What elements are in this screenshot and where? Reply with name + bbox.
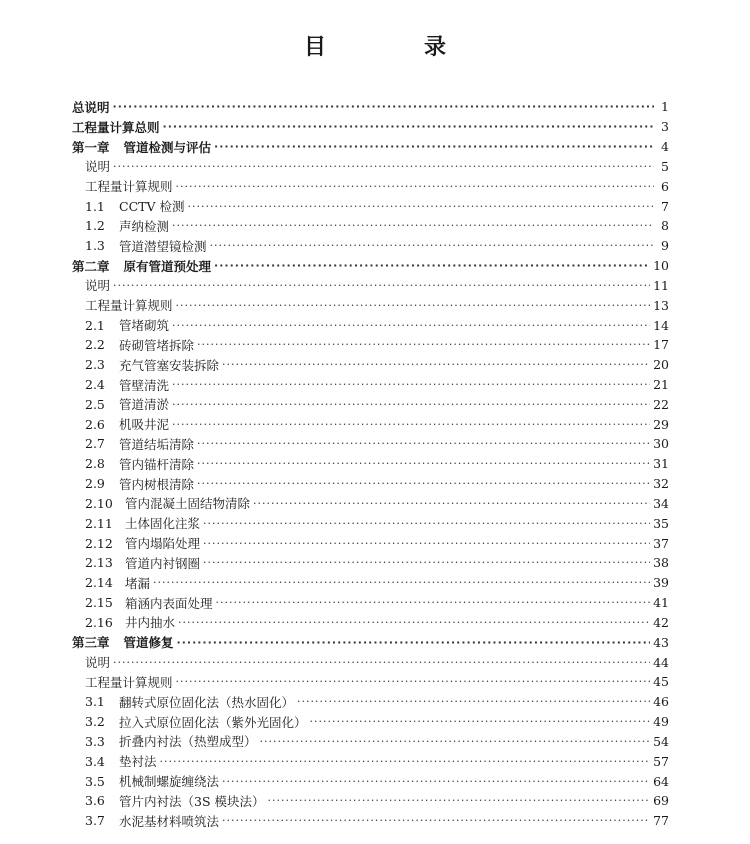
toc-entry[interactable] — [72, 553, 669, 573]
dot-leader — [177, 636, 651, 649]
toc-entry[interactable] — [72, 97, 669, 117]
toc-entry[interactable] — [72, 414, 669, 434]
toc-entry-page: 37 — [653, 535, 669, 551]
toc-entry-page: 49 — [653, 714, 669, 730]
toc-entry[interactable] — [72, 533, 669, 553]
toc-entry-number: 2.14 — [85, 575, 113, 591]
toc-entry[interactable] — [72, 474, 669, 494]
toc-entry[interactable] — [72, 216, 669, 236]
dot-leader — [210, 239, 654, 252]
toc-entry-label: 充气管塞安装拆除 — [119, 357, 220, 373]
toc-entry-label: 堵漏 — [125, 575, 151, 591]
toc-entry-number: 2.4 — [85, 377, 105, 392]
dot-leader — [160, 755, 651, 768]
toc-entry[interactable] — [72, 256, 669, 276]
toc-entry-page: 10 — [653, 258, 669, 274]
toc-entry-label: 井内抽水 — [125, 615, 176, 631]
toc-entry-label: 原有管道预处理 — [123, 258, 212, 274]
toc-entry-label: 管道内衬钢圈 — [125, 555, 201, 571]
toc-entry-number: 3.2 — [85, 714, 105, 730]
toc-entry[interactable] — [72, 394, 669, 414]
dot-leader — [260, 735, 651, 748]
toc-entry[interactable] — [72, 196, 669, 216]
toc-entry-label: 管道修复 — [123, 635, 174, 651]
dot-leader — [176, 299, 651, 312]
toc-entry[interactable] — [72, 573, 669, 593]
toc-entry-page: 64 — [653, 773, 669, 789]
toc-entry-label: 管道潜望镜检测 — [119, 238, 207, 254]
toc-entry-number: 2.3 — [85, 357, 105, 373]
toc-entry-label: 工程量计算规则 — [85, 674, 173, 690]
toc-entry-label: CCTV 检测 — [119, 199, 185, 215]
dot-leader — [197, 457, 650, 470]
toc-entry-label: 说明 — [85, 655, 111, 671]
toc-entry-label: 管内树根清除 — [119, 476, 195, 492]
dot-leader — [214, 140, 654, 153]
toc-entry-page: 30 — [653, 436, 669, 452]
toc-entry-number: 第一章 — [72, 139, 110, 155]
toc-entry-label: 管道结垢清除 — [119, 436, 195, 452]
toc-entry[interactable] — [72, 751, 669, 771]
dot-leader — [176, 675, 651, 688]
toc-entry-page: 7 — [661, 198, 669, 214]
toc-entry[interactable] — [72, 652, 669, 672]
dot-leader — [197, 437, 650, 450]
toc-entry[interactable] — [72, 434, 669, 454]
toc-entry-number: 2.10 — [85, 495, 113, 511]
toc-entry-number: 2.15 — [85, 595, 113, 611]
toc-entry[interactable] — [72, 791, 669, 811]
toc-entry[interactable] — [72, 732, 669, 752]
toc-entry-number: 2.12 — [85, 535, 113, 551]
toc-entry[interactable] — [72, 771, 669, 791]
toc-entry-page: 17 — [653, 337, 669, 353]
dot-leader — [178, 616, 650, 629]
toc-entry-label: 垫衬法 — [119, 754, 157, 770]
dot-leader — [153, 576, 650, 589]
dot-leader — [176, 180, 654, 193]
toc-entry[interactable] — [72, 355, 669, 375]
toc-entry-number: 3.1 — [85, 694, 105, 710]
toc-entry-page: 21 — [653, 377, 669, 392]
dot-leader — [113, 656, 650, 669]
toc-entry-page: 44 — [653, 654, 669, 670]
toc-entry-page: 31 — [653, 456, 669, 472]
toc-entry[interactable] — [72, 712, 669, 732]
toc-entry[interactable] — [72, 494, 669, 514]
toc-entry-number: 2.16 — [85, 614, 113, 630]
toc-entry-page: 14 — [653, 317, 669, 333]
toc-entry-page: 54 — [653, 733, 669, 749]
toc-entry[interactable] — [72, 315, 669, 335]
dot-leader — [253, 497, 650, 510]
toc-entry-number: 2.13 — [85, 555, 113, 571]
toc-entry-label: 声纳检测 — [119, 218, 170, 234]
toc-entry-page: 3 — [661, 119, 669, 135]
toc-entry-page: 42 — [653, 614, 669, 630]
dot-leader — [310, 715, 651, 728]
toc-entry-number: 3.5 — [85, 773, 105, 789]
toc-entry[interactable] — [72, 176, 669, 196]
dot-leader — [172, 418, 650, 431]
toc-entry-page: 69 — [653, 793, 669, 809]
dot-leader — [222, 775, 650, 788]
dot-leader — [197, 477, 650, 490]
dot-leader — [216, 596, 651, 609]
toc-entry-label: 管壁清洗 — [119, 377, 170, 393]
toc-entry-label: 管道清淤 — [119, 397, 170, 413]
toc-entry-number: 2.6 — [85, 416, 105, 432]
toc-entry-number: 3.3 — [85, 733, 105, 749]
toc-entry-page: 39 — [653, 575, 669, 591]
toc-entry-label: 翻转式原位固化法（热水固化） — [119, 694, 295, 710]
dot-leader — [187, 200, 654, 213]
toc-entry[interactable] — [72, 613, 669, 633]
toc-entry-label: 说明 — [85, 278, 111, 294]
toc-entry[interactable] — [72, 117, 669, 137]
toc-entry-number: 1.3 — [85, 238, 105, 254]
toc-entry-number: 1.2 — [85, 218, 105, 234]
dot-leader — [203, 517, 650, 530]
toc-entry-page: 29 — [653, 416, 669, 432]
toc-entry[interactable] — [72, 593, 669, 613]
toc-entry-label: 管堵砌筑 — [119, 318, 170, 334]
toc-entry[interactable] — [72, 632, 669, 652]
toc-entry-label: 砖砌管堵拆除 — [119, 337, 195, 353]
toc-entry-label: 工程量计算规则 — [85, 179, 173, 195]
toc-entry-page: 77 — [653, 813, 669, 829]
toc-entry[interactable] — [72, 513, 669, 533]
toc-entry-page: 5 — [661, 158, 669, 174]
dot-leader — [297, 695, 650, 708]
toc-entry-label: 管道检测与评估 — [123, 139, 212, 155]
toc-entry-label: 机吸井泥 — [119, 417, 170, 433]
toc-entry-number: 3.4 — [85, 753, 105, 769]
dot-leader — [113, 279, 650, 292]
toc-entry-page: 35 — [653, 515, 669, 531]
toc-entry-label: 土体固化注浆 — [125, 516, 201, 532]
toc-entry-number: 第二章 — [72, 258, 110, 274]
toc-entry-number: 第三章 — [72, 635, 110, 651]
page-title: 目 录 — [303, 35, 484, 60]
toc-entry-label: 机械制螺旋缠绕法 — [119, 774, 220, 790]
dot-leader — [222, 358, 650, 371]
dot-leader — [163, 120, 654, 133]
toc-entry-label: 折叠内衬法（热塑成型） — [119, 734, 257, 750]
toc-entry-label: 工程量计算规则 — [85, 298, 173, 314]
toc-entry-page: 34 — [653, 495, 669, 511]
toc-entry-number: 2.9 — [85, 476, 105, 492]
toc-entry-page: 57 — [653, 753, 669, 769]
toc-entry[interactable] — [72, 156, 669, 176]
dot-leader — [172, 219, 654, 232]
toc-entry-page: 9 — [661, 238, 669, 254]
dot-leader — [172, 398, 650, 411]
toc-entry[interactable] — [72, 137, 669, 157]
toc-entry[interactable] — [72, 335, 669, 355]
dot-leader — [172, 319, 650, 332]
toc-entry[interactable] — [72, 236, 669, 256]
dot-leader — [222, 814, 650, 827]
toc-entry-label: 箱涵内表面处理 — [125, 595, 213, 611]
dot-leader — [214, 259, 650, 272]
toc-entry-page: 13 — [653, 297, 669, 313]
toc-entry-label: 管内混凝土固结物清除 — [125, 496, 251, 512]
toc-entry-label: 管内塌陷处理 — [125, 536, 201, 552]
toc-entry-number: 2.5 — [85, 396, 105, 412]
toc-entry-page: 6 — [661, 178, 669, 194]
toc-entry[interactable] — [72, 672, 669, 692]
toc-entry-page: 8 — [661, 218, 669, 234]
toc-entry-label: 说明 — [85, 159, 111, 175]
toc-entry-number: 2.2 — [85, 337, 105, 353]
toc-entry-label: 拉入式原位固化法（紫外光固化） — [119, 714, 307, 730]
toc-entry-number: 1.1 — [85, 198, 105, 214]
toc-entry-page: 41 — [653, 595, 669, 611]
toc-entry-label: 管片内衬法（3S 模块法） — [119, 793, 265, 809]
toc-entry-label: 工程量计算总则 — [72, 119, 160, 135]
dot-leader — [172, 378, 650, 391]
toc-entry-page: 1 — [661, 99, 669, 115]
toc-entry[interactable] — [72, 692, 669, 712]
dot-leader — [113, 100, 654, 113]
toc-entry-number: 2.8 — [85, 456, 105, 472]
toc-entry-page: 38 — [653, 555, 669, 571]
toc-entry-page: 20 — [653, 357, 669, 373]
toc-entry-number: 3.7 — [85, 813, 105, 829]
toc-entry-number: 2.7 — [85, 436, 105, 452]
toc-entry-number: 2.11 — [85, 515, 113, 531]
toc-entry[interactable] — [72, 454, 669, 474]
toc-entry-page: 32 — [653, 476, 669, 492]
dot-leader — [113, 160, 654, 173]
toc-entry[interactable] — [72, 375, 669, 395]
toc-entry[interactable] — [72, 295, 669, 315]
toc-entry-number: 3.6 — [85, 793, 105, 809]
toc-entry-page: 11 — [653, 277, 669, 293]
dot-leader — [203, 537, 650, 550]
toc-entry-page: 4 — [661, 139, 669, 155]
dot-leader — [268, 794, 651, 807]
toc-entry-page: 22 — [653, 396, 669, 412]
toc-entry-page: 46 — [653, 694, 669, 710]
table-of-contents — [72, 97, 669, 831]
dot-leader — [203, 556, 650, 569]
toc-entry-label: 水泥基材料喷筑法 — [119, 813, 220, 829]
toc-entry-page: 45 — [653, 674, 669, 690]
toc-entry-label: 总说明 — [72, 99, 110, 115]
toc-entry-page: 43 — [653, 634, 669, 650]
toc-entry-number: 2.1 — [85, 317, 105, 333]
toc-entry-label: 管内锚杆清除 — [119, 456, 195, 472]
dot-leader — [197, 338, 650, 351]
toc-entry[interactable] — [72, 811, 669, 831]
toc-entry[interactable] — [72, 275, 669, 295]
